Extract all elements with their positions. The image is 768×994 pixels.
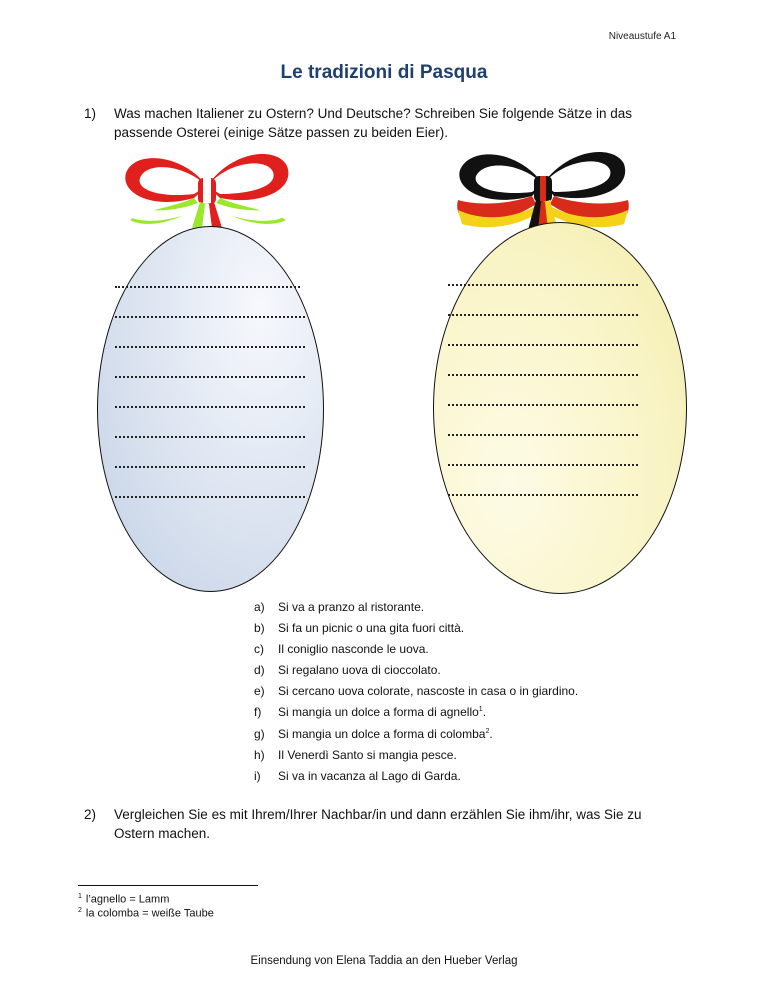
- task-2-text: Vergleichen Sie es mit Ihrem/Ihrer Nachbar/in und dann erzählen Sie ihm/ihr, was Sie zu Ostern machen.: [114, 807, 642, 841]
- task-1: [84, 104, 684, 144]
- german-egg-line[interactable]: [448, 364, 638, 376]
- italian-egg-line[interactable]: [115, 486, 305, 498]
- footnote-divider: [78, 885, 258, 886]
- italian-egg-line[interactable]: [115, 456, 305, 468]
- task-1-text: Was machen Italiener zu Ostern? Und Deutsche? Schreiben Sie folgende Sätze in das passende Osterei (einige Sätze passen zu beiden Eier).: [114, 106, 633, 140]
- german-egg-line[interactable]: [448, 394, 638, 406]
- footnote-1: $^1$ l’agnello = Lamm: [78, 893, 170, 906]
- german-egg-line[interactable]: [448, 304, 638, 316]
- german-egg-line[interactable]: [448, 454, 638, 466]
- german-bow-icon: [448, 144, 638, 232]
- level-label: Niveaustufe A1: [608, 31, 676, 42]
- italian-egg-line[interactable]: [115, 366, 305, 378]
- italian-bow-icon: [112, 148, 302, 230]
- footnote-ref: 1: [478, 706, 483, 713]
- italian-egg-line[interactable]: [115, 396, 305, 408]
- german-egg-line[interactable]: [448, 424, 638, 436]
- german-egg-line[interactable]: [448, 334, 638, 346]
- task-2: [84, 805, 684, 845]
- german-egg-line[interactable]: [448, 484, 638, 496]
- footnote-ref: 2: [485, 728, 490, 735]
- italian-egg-line[interactable]: [115, 306, 305, 318]
- page-footer: Einsendung von Elena Taddia an den Hueber Verlag: [250, 955, 518, 967]
- task-1-number: 1): [84, 106, 97, 121]
- task-2-number: 2): [84, 807, 97, 822]
- italian-egg-line[interactable]: [115, 276, 300, 288]
- german-egg-line[interactable]: [448, 274, 638, 286]
- italian-egg-line[interactable]: [115, 336, 305, 348]
- footnote-2: $^2$ la colomba = weiße Taube: [78, 907, 214, 920]
- italian-egg-line[interactable]: [115, 426, 305, 438]
- page-title: Le tradizioni di Pasqua: [280, 62, 488, 83]
